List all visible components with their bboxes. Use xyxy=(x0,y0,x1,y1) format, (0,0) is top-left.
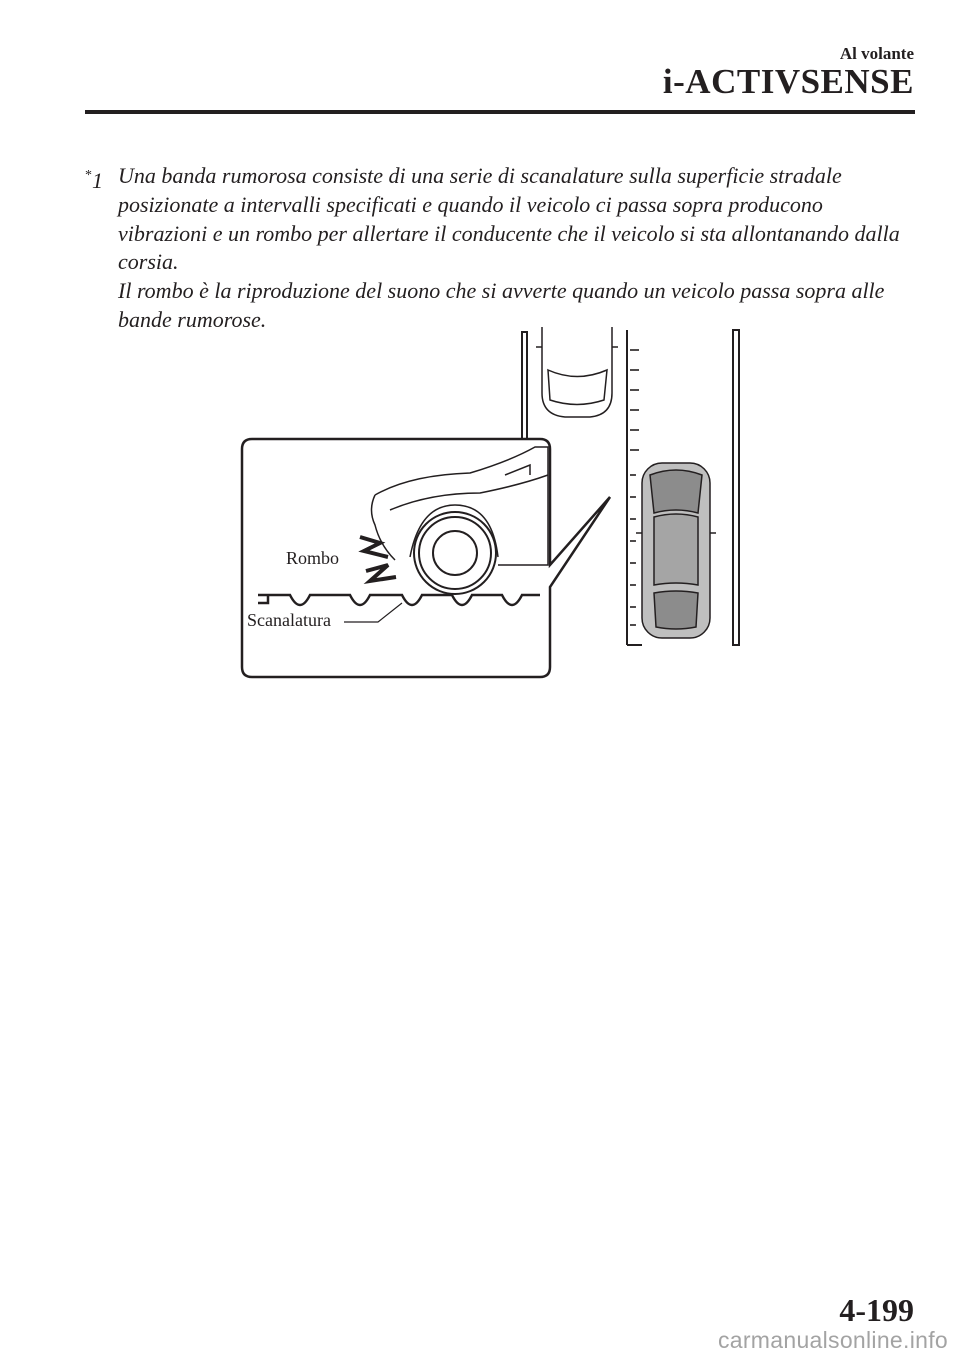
header-rule xyxy=(85,110,915,114)
watermark: carmanualsonline.info xyxy=(717,1327,948,1353)
footnote-marker: *1 xyxy=(85,168,103,193)
rumble-strip-figure xyxy=(230,325,760,685)
figure-label-rombo: Rombo xyxy=(286,548,340,568)
footnote-body xyxy=(118,162,915,335)
footnote-paragraph: Una banda rumorosa consiste di una serie di scanalature sulla superficie stradale posizionate a intervalli specificati e quando il veicolo ci passa sopra producono vibrazioni e un rombo per allertare il conducente che il veicolo si sta allontanando dalla corsia. xyxy=(118,163,900,275)
footnote-paragraph: Il rombo è la riproduzione del suono che si avverte quando un veicolo passa sopra alle bande rumorose. xyxy=(118,278,885,332)
rumble-strip-illustration xyxy=(230,325,760,685)
page-number: 4-199 xyxy=(839,1292,914,1328)
header-title: i-ACTIVSENSE xyxy=(662,62,914,101)
car-ahead xyxy=(536,327,618,417)
footnote xyxy=(85,162,915,335)
figure-label-scanalatura: Scanalatura xyxy=(247,610,331,630)
drifting-car xyxy=(636,463,716,638)
header-section-label: Al volante xyxy=(839,44,914,63)
rumble-strip-marks xyxy=(630,350,639,625)
